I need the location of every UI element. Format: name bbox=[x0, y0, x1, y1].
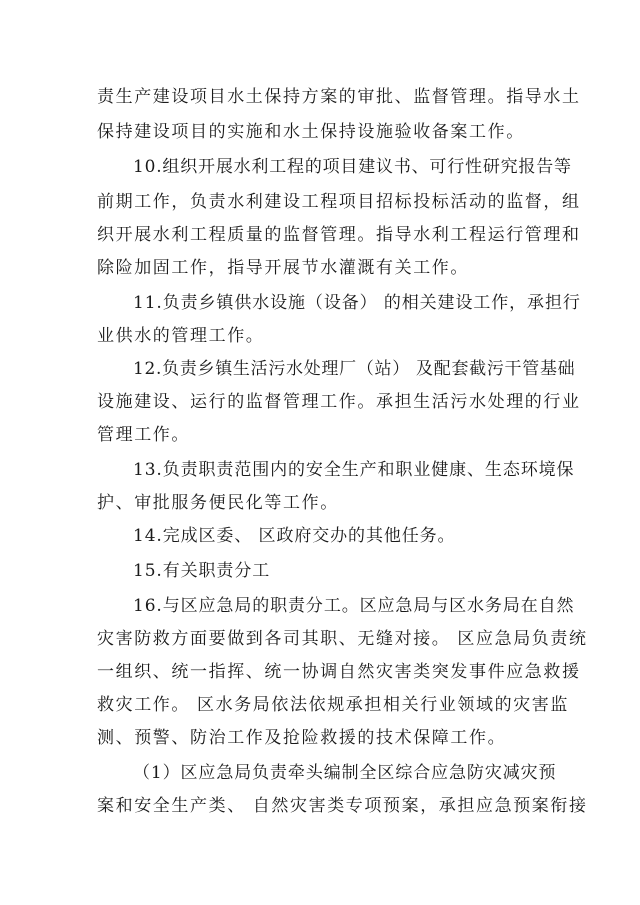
text-line: 保持建设项目的实施和水土保持设施验收备案工作。 bbox=[97, 122, 525, 142]
text-line: 案和安全生产类、 自然灾害类专项预案，承担应急预案衔接 bbox=[97, 796, 588, 816]
text-line: 救灾工作。 区水务局依法依规承担相关行业领域的灾害监 bbox=[97, 695, 570, 715]
paragraph-11-start: 11.负责乡镇供水设施（设备） 的相关建设工作，承担行 bbox=[133, 293, 581, 313]
paragraph-14: 14.完成区委、 区政府交办的其他任务。 bbox=[133, 526, 456, 546]
text-line: 业供水的管理工作。 bbox=[97, 326, 265, 346]
text-line: 灾害防救方面要做到各司其职、无缝对接。 区应急局负责统 bbox=[97, 629, 588, 649]
text-line: 一组织、统一指挥、统一协调自然灾害类突发事件应急救援 bbox=[97, 662, 581, 682]
text-line: 责生产建设项目水土保持方案的审批、监督管理。指导水土 bbox=[97, 87, 581, 107]
paragraph-10-start: 10.组织开展水利工程的项目建议书、可行性研究报告等 bbox=[133, 157, 572, 177]
text-line: 除险加固工作，指导开展节水灌溉有关工作。 bbox=[97, 258, 469, 278]
paragraph-13-start: 13.负责职责范围内的安全生产和职业健康、生态环境保 bbox=[133, 460, 575, 480]
text-line: 织开展水利工程质量的监督管理。指导水利工程运行管理和 bbox=[97, 225, 581, 245]
text-line: 管理工作。 bbox=[97, 425, 190, 445]
text-line: 测、预警、防治工作及抢险救援的技术保障工作。 bbox=[97, 728, 507, 748]
paragraph-16-start: 16.与区应急局的职责分工。区应急局与区水务局在自然 bbox=[133, 596, 575, 616]
paragraph-15-heading: 15.有关职责分工 bbox=[133, 561, 271, 581]
text-line: 前期工作，负责水利建设工程项目招标投标活动的监督，组 bbox=[97, 192, 581, 212]
subparagraph-1-start: （1）区应急局负责牵头编制全区综合应急防灾减灾预 bbox=[133, 763, 557, 783]
paragraph-12-start: 12.负责乡镇生活污水处理厂（站） 及配套截污干管基础 bbox=[133, 359, 576, 379]
text-line: 护、审批服务便民化等工作。 bbox=[97, 493, 339, 513]
text-line: 设施建设、运行的监督管理工作。承担生活污水处理的行业 bbox=[97, 392, 581, 412]
